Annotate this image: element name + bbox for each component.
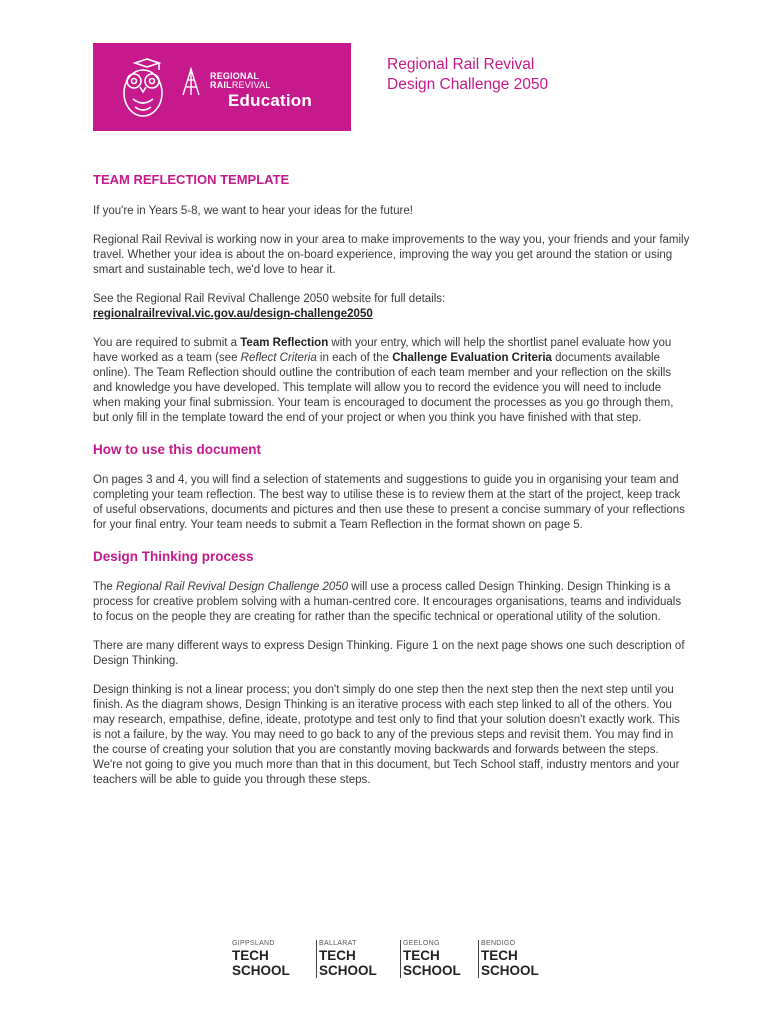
website-intro: See the Regional Rail Revival Challenge 2050 website for full details: [93,293,446,305]
ways-paragraph: There are many different ways to express Design Thinking. Figure 1 on the next page shows one such description of Design Thinking. [93,640,685,667]
rail-revival-paragraph: Regional Rail Revival is working now in your area to make improvements to the way you, your friends and your family travel. Whether your idea is about the on-board experience, improving the way you get around the station or using smart and sustainable tech, we'd love to hear it. [93,234,690,276]
logo-line-2a: RAIL [210,80,232,90]
tech-school-logos [0,940,770,980]
text-run: in each of the [316,352,393,364]
logo-line-1: REGIONAL [210,71,260,81]
challenge-title [387,55,548,95]
school-city: GEELONG [403,940,440,947]
ballarat-tech-school-logo [316,940,396,978]
school-line-2: SCHOOL [403,963,461,978]
owl-logo-icon [119,57,167,119]
intro-paragraph: If you're in Years 5-8, we want to hear your ideas for the future! [93,205,413,217]
team-reflection-paragraph [93,336,691,426]
school-line-1: TECH [319,948,356,963]
school-line-1: TECH [481,948,518,963]
website-paragraph [93,292,691,322]
school-line-2: SCHOOL [232,963,290,978]
challenge-name: Regional Rail Revival Design Challenge 2050 [116,581,349,593]
challenge-title-line-2: Design Challenge 2050 [387,76,549,93]
text-run: The [93,581,117,593]
team-reflection-term: Team Reflection [240,337,329,349]
how-to-use-paragraph: On pages 3 and 4, you will find a selection of statements and suggestions to guide you in organising your team and completing your team reflection. The best way to utilise these is to review them at the start of the project, keep track of useful observations, documents and pictures and then use these to present a concise summary of your reflections for your final entry. Your team needs to submit a Team Reflection in the format shown on page 5. [93,474,685,531]
website-link[interactable]: regionalrailrevival.vic.gov.au/design-challenge2050 [93,308,373,320]
education-banner [93,43,351,131]
page-heading: TEAM REFLECTION TEMPLATE [93,172,290,187]
text-run: with your entry, which will help the shortlist panel evaluate how you have worked as a team (see [93,337,672,364]
education-label: Education [228,91,312,110]
school-line-2: SCHOOL [319,963,377,978]
evaluation-criteria-term: Challenge Evaluation Criteria [392,352,552,364]
school-city: BALLARAT [319,940,357,947]
school-line-1: TECH [232,948,269,963]
non-linear-paragraph: Design thinking is not a linear process; you don't simply do one step then the next step then the next step until you finish. As the diagram shows, Design Thinking is an iterative process with each step linked to all of the others. You may research, empathise, define, ideate, prototype and test only to find that your solution doesn't exactly work. This is not a failure, by the way. You may need to go back to any of the previous steps and revisit them. You may find in the course of creating your solution that you are constantly moving backwards and forwards between the steps. We're not going to give you much more than that in this document, but Tech School staff, industry mentors and your teachers will be able to guide you through these steps. [93,684,680,786]
school-city: BENDIGO [481,940,516,947]
rail-revival-wordmark [210,72,271,90]
design-thinking-paragraph [93,580,691,625]
document-body [93,170,691,802]
school-line-2: SCHOOL [481,963,539,978]
text-run: You are required to submit a [93,337,241,349]
reflect-criteria-term: Reflect Criteria [240,352,317,364]
geelong-tech-school-logo [400,940,480,978]
logo-line-2b: REVIVAL [231,80,271,90]
bendigo-tech-school-logo [478,940,558,978]
school-city: GIPPSLAND [232,940,275,947]
gippsland-tech-school-logo [232,940,312,978]
challenge-title-line-1: Regional Rail Revival [387,56,535,73]
text-run: documents available online). The Team Reflection should outline the contribution of each team member and your reflection on the skills and knowledge you have developed. This template will allow you to record the evidence you will need to include when making your final submission. Your team is encouraged to document the processes as you go through them, but only fill in the template toward the end of your project or when you think you have finished with that step. [93,352,674,424]
design-thinking-heading: Design Thinking process [93,549,254,564]
text-run: will use a process called Design Thinking. Design Thinking is a process for creative problem solving with a human-centred core. It encourages organisations, teams and individuals to focus on the people they are creating for rather than the specific technical or operational utility of the solution. [93,581,682,623]
how-to-use-heading: How to use this document [93,442,262,457]
rail-revival-mark-icon [181,67,201,97]
school-line-1: TECH [403,948,440,963]
